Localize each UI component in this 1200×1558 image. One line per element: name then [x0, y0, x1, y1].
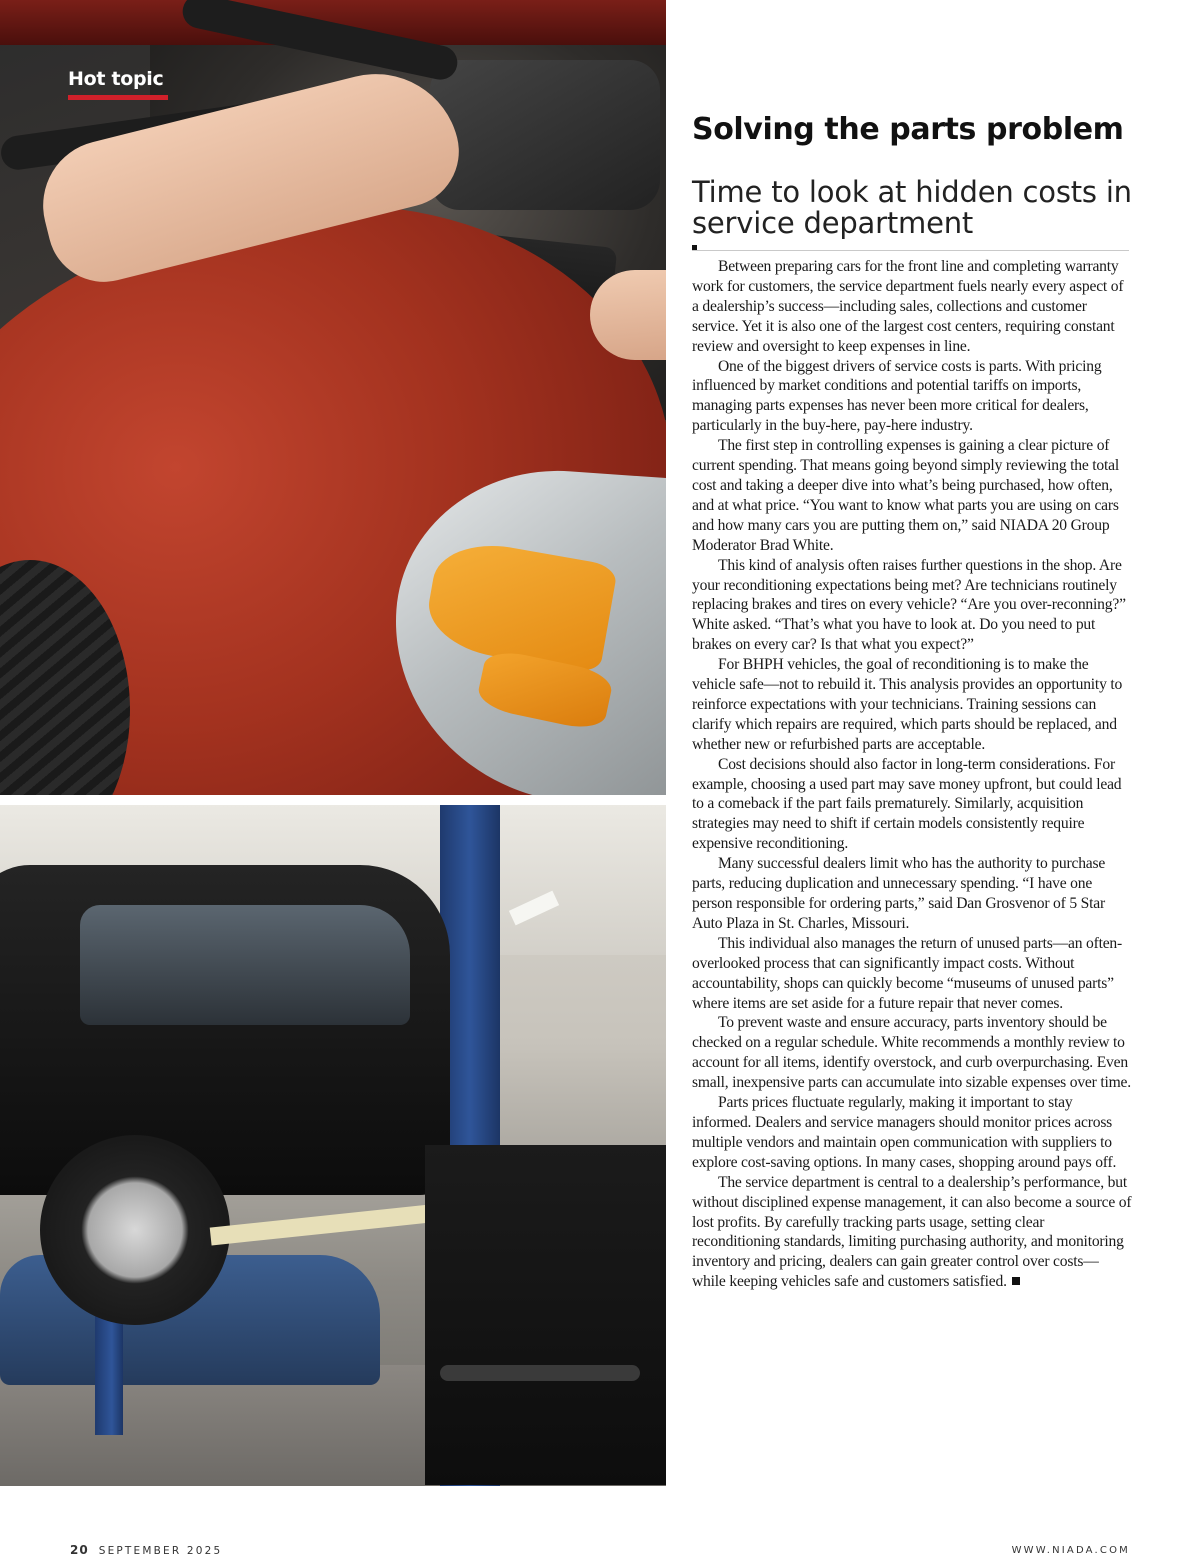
article-paragraph-last	[692, 1173, 1132, 1292]
article-paragraph: Cost decisions should also factor in long-term considerations. For example, choosing a used part may save money upfront, but could lead to a comeback if the part fails prematurely. Similarly, acquisition strategies may need to shift if certain models consistently require expensive reconditioning.	[692, 755, 1122, 853]
issue-date: SEPTEMBER 2025	[98, 1545, 223, 1557]
footer-folio	[70, 1543, 222, 1557]
service-bay-photo	[0, 805, 666, 1486]
article-paragraph: To prevent waste and ensure accuracy, parts inventory should be checked on a regular schedule. White recommends a monthly review to account for all items, identify overstock, and curb overpurchasing. Even small, inexpensive parts can accumulate into sizable expenses over time.	[692, 1014, 1131, 1092]
article-paragraph: One of the biggest drivers of service costs is parts. With pricing influenced by market conditions and potential tariffs on imports, managing parts expenses has never been more critical for dealers, particularly in the buy-here, pay-here industry.	[692, 357, 1102, 435]
suv-window	[80, 905, 410, 1025]
engine-bay-photo	[0, 0, 666, 795]
article-paragraph: For BHPH vehicles, the goal of reconditioning is to make the vehicle safe—not to rebuild it. This analysis provides an opportunity to reinforce expectations with your technicians. Training sessions can clarify which repairs are required, which parts should be replaced, and whether new or refurbished parts are acceptable.	[692, 656, 1123, 753]
footer-website: WWW.NIADA.COM	[1011, 1545, 1130, 1556]
section-badge-underline	[68, 95, 168, 100]
page-number: 20	[70, 1543, 89, 1557]
article-paragraph: This individual also manages the return of unused parts—an often-overlooked process that can significantly impact costs. Without accountability, shops can quickly become “museums of unused parts” where items are set aside for a future repair that never comes.	[692, 934, 1123, 1012]
article-paragraph: The first step in controlling expenses is gaining a clear picture of current spending. That means going beyond simply reviewing the total cost and taking a deeper dive into what’s being purchased, how often, and at what price. “You want to know what parts you are using on cars and how many cars you are putting them on,” said NIADA 20 Group Moderator Brad White.	[692, 437, 1119, 554]
article-paragraph: Many successful dealers limit who has the authority to purchase parts, reducing duplication and unnecessary spending. “I have one person responsible for ordering parts,” said Dan Grosvenor of 5 Star Auto Plaza in St. Charles, Missouri.	[692, 855, 1106, 932]
section-badge: Hot topic	[68, 68, 164, 90]
article-paragraph: Parts prices fluctuate regularly, making it important to stay informed. Dealers and service managers should monitor prices across multiple vendors and maintain open communication with suppliers to explore cost-saving options. In many cases, shopping around pays off.	[692, 1094, 1117, 1171]
article-title: Solving the parts problem	[692, 112, 1124, 147]
article-paragraph: This kind of analysis often raises further questions in the shop. Are your reconditioning expectations being met? Are technicians routinely replacing brakes and tires on every vehicle? “Are you over-reconning?” White asked. “That’s what you have to look at. Do you need to put brakes on every car? Is that what you expect?”	[692, 556, 1126, 654]
suv-wheel	[40, 1135, 230, 1325]
lift-arm	[210, 1203, 451, 1246]
tool-chest-handle	[440, 1365, 640, 1381]
article-paragraph: Between preparing cars for the front line and completing warranty work for customers, the service department fuels nearly every aspect of a dealership’s success—including sales, collections and customer service. Yet it is also one of the largest cost centers, requiring constant review and oversight to keep expenses in line.	[692, 258, 1124, 355]
article-body	[692, 257, 1132, 1292]
article-subtitle: Time to look at hidden costs in service department	[692, 175, 1132, 240]
tool-chest	[425, 1145, 666, 1485]
title-rule	[692, 250, 1129, 251]
article-paragraph-text: The service department is central to a dealership’s performance, but without disciplined expense management, it can also become a source of lost profits. By carefully tracking parts usage, setting clear reconditioning standards, limiting purchasing authority, and monitoring inventory and pricing, dealers can gain greater control over costs—while keeping vehicles safe and customers satisfied.	[692, 1173, 1132, 1291]
engine-cover	[430, 60, 660, 210]
end-of-article-mark	[1012, 1277, 1020, 1285]
